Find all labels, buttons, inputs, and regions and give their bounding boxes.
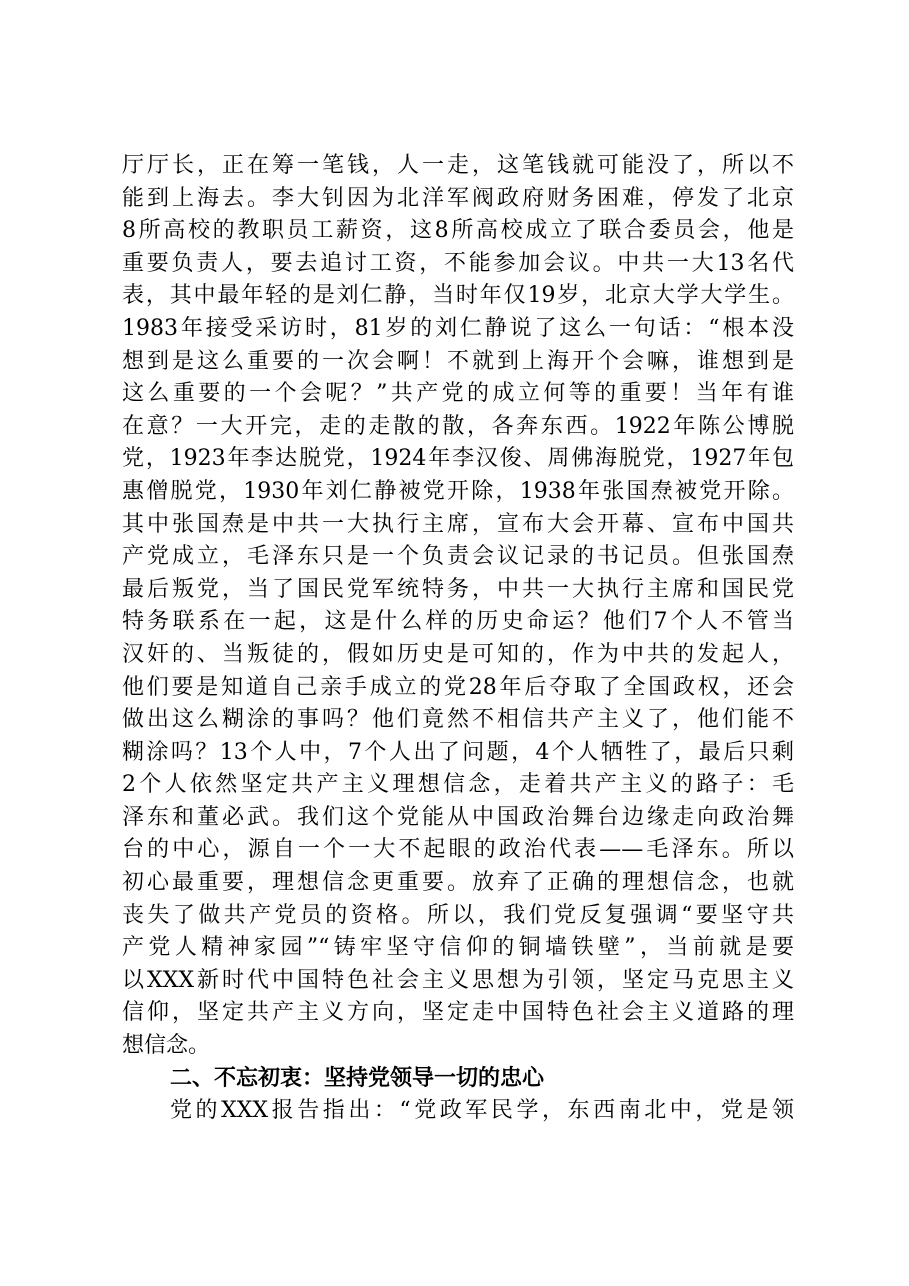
text-line: 想到是这么重要的一次会啊！不就到上海开个会嘛，谁想到是 <box>122 348 794 374</box>
text-line: 糊涂吗？13个人中，7个人出了问题，4个人牺牲了，最后只剩 <box>122 739 794 765</box>
text-line: 惠僧脱党，1930年刘仁静被党开除，1938年张国焘被党开除。 <box>122 478 794 504</box>
document-body <box>122 150 794 1128</box>
text-line: 2个人依然坚定共产主义理想信念，走着共产主义的路子：毛 <box>122 772 794 798</box>
paragraph-1 <box>122 150 794 1063</box>
section-heading: 二、不忘初衷：坚持党领导一切的忠心 <box>170 1065 545 1091</box>
text-line: 他们要是知道自己亲手成立的党28年后夺取了全国政权，还会 <box>122 674 794 700</box>
text-line: 重要负责人，要去追讨工资，不能参加会议。中共一大13名代 <box>122 250 794 276</box>
text-line: 初心最重要，理想信念更重要。放弃了正确的理想信念，也就 <box>122 870 794 896</box>
text-line: 以XXX新时代中国特色社会主义思想为引领，坚定马克思主义 <box>122 967 794 993</box>
text-line: 厅厅长，正在筹一笔钱，人一走，这笔钱就可能没了，所以不 <box>122 153 794 178</box>
text-line: 产党人精神家园”“铸牢坚守信仰的铜墙铁壁”，当前就是要 <box>122 935 794 961</box>
text-line: 丧失了做共产党员的资格。所以，我们党反复强调“要坚守共 <box>122 902 794 928</box>
text-line: 在意？一大开完，走的走散的散，各奔东西。1922年陈公博脱 <box>122 413 794 439</box>
text-line: 1983年接受采访时，81岁的刘仁静说了这么一句话：“根本没 <box>122 315 794 341</box>
text-line: 这么重要的一个会呢？”共产党的成立何等的重要！当年有谁 <box>122 381 794 407</box>
text-line: 信仰，坚定共产主义方向，坚定走中国特色社会主义道路的理 <box>122 1000 794 1026</box>
text-line: 特务联系在一起，这是什么样的历史命运？他们7个人不管当 <box>122 609 794 635</box>
text-line: 能到上海去。李大钊因为北洋军阀政府财务困难，停发了北京 <box>122 185 794 211</box>
text-line: 最后叛党，当了国民党军统特务，中共一大执行主席和国民党 <box>122 576 794 602</box>
text-line: 想信念。 <box>122 1033 211 1059</box>
text-line: 8所高校的教职员工薪资，这8所高校成立了联合委员会，他是 <box>122 218 794 244</box>
text-line: 表，其中最年轻的是刘仁静，当时年仅19岁，北京大学大学生。 <box>122 283 794 309</box>
text-line: 产党成立，毛泽东只是一个负责会议记录的书记员。但张国焘 <box>122 544 794 570</box>
text-line: 台的中心，源自一个一大不起眼的政治代表——毛泽东。所以 <box>122 837 794 863</box>
text-line: 做出这么糊涂的事吗？他们竟然不相信共产主义了，他们能不 <box>122 707 794 733</box>
text-line: 其中张国焘是中共一大执行主席，宣布大会开幕、宣布中国共 <box>122 511 794 537</box>
text-line: 党，1923年李达脱党，1924年李汉俊、周佛海脱党，1927年包 <box>122 446 794 472</box>
paragraph-2-first-line: 党的XXX报告指出：“党政军民学，东西南北中，党是领 <box>170 1098 794 1124</box>
text-line: 汉奸的、当叛徒的，假如历史是可知的，作为中共的发起人， <box>122 641 794 667</box>
text-line: 泽东和董必武。我们这个党能从中国政治舞台边缘走向政治舞 <box>122 804 794 830</box>
